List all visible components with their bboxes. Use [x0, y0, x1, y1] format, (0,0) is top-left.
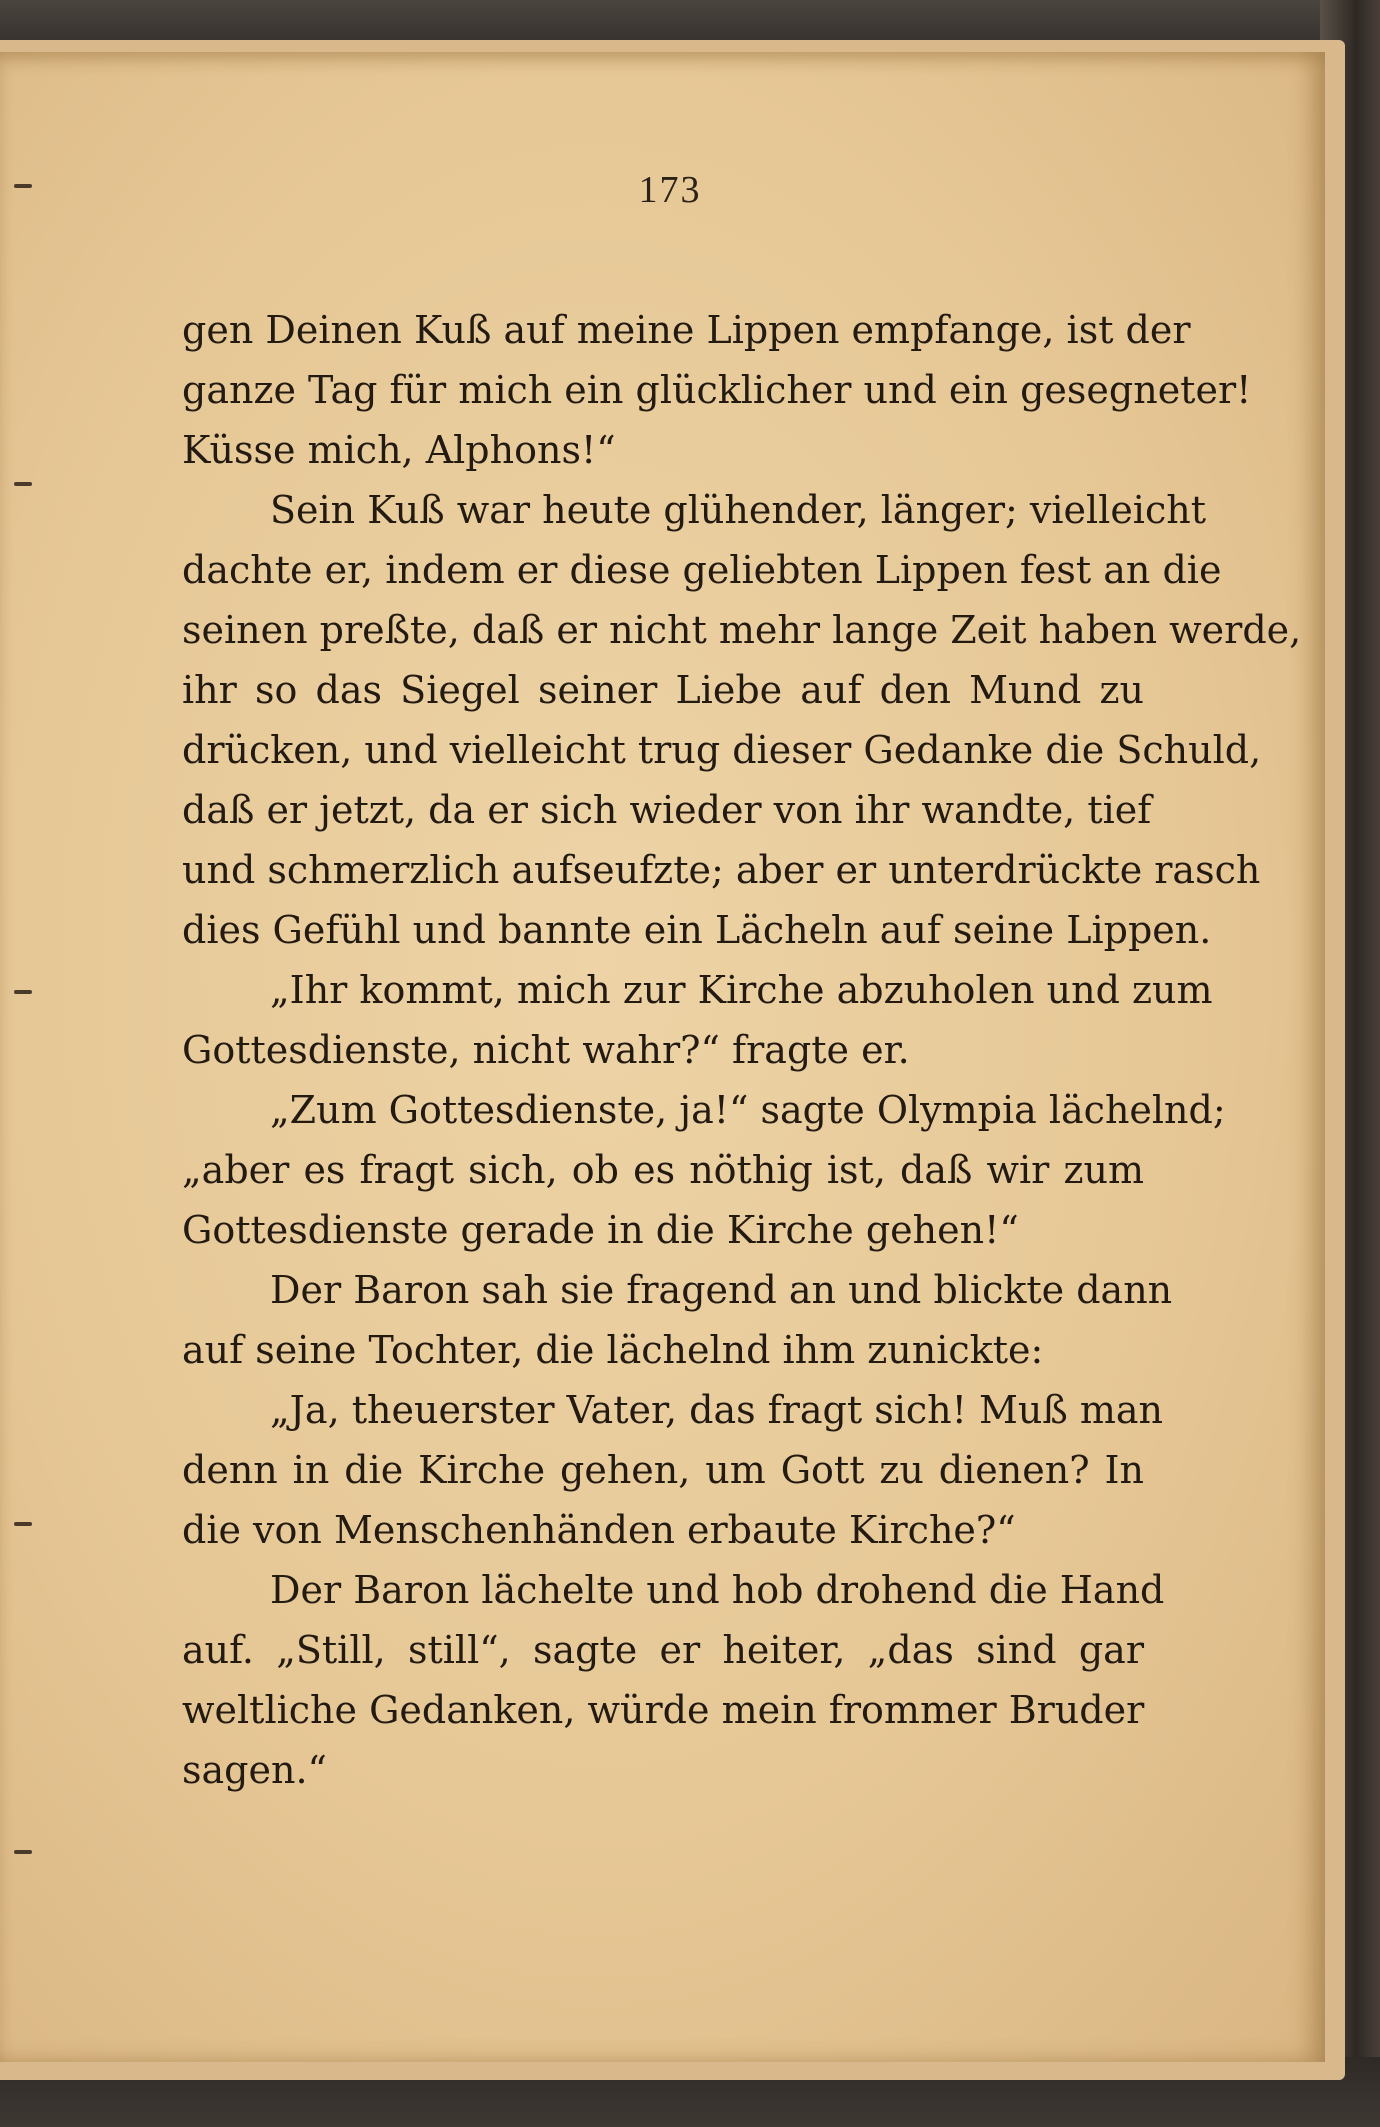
text-line: und schmerzlich aufseufzte; aber er unterdrückte rasch	[182, 848, 1261, 892]
page-number: 173	[638, 169, 702, 211]
text-line: „Ihr kommt, mich zur Kirche abzuholen und zum	[270, 968, 1213, 1012]
text-line: Gottesdienste, nicht wahr?“ fragte er.	[182, 1028, 910, 1072]
text-line: „aber es fragt sich, ob es nöthig ist, daß wir zum	[182, 1148, 1144, 1192]
margin-mark	[14, 482, 32, 486]
margin-mark	[14, 1522, 32, 1526]
text-line: auf seine Tochter, die lächelnd ihm zunickte:	[182, 1328, 1044, 1372]
text-line: „Zum Gottesdienste, ja!“ sagte Olympia lächelnd;	[270, 1088, 1226, 1132]
text-line: weltliche Gedanken, würde mein frommer Bruder	[182, 1688, 1145, 1732]
text-line: dachte er, indem er diese geliebten Lippen fest an die	[182, 548, 1222, 592]
text-line: gen Deinen Kuß auf meine Lippen empfange, ist der	[182, 308, 1191, 352]
body-text	[182, 300, 1302, 1800]
text-line: dies Gefühl und bannte ein Lächeln auf seine Lippen.	[182, 908, 1212, 952]
text-line: sagen.“	[182, 1748, 327, 1792]
text-line: „Ja, theuerster Vater, das fragt sich! Muß man	[270, 1388, 1163, 1432]
text-line: daß er jetzt, da er sich wieder von ihr wandte, tief	[182, 788, 1152, 832]
text-line: drücken, und vielleicht trug dieser Gedanke die Schuld,	[182, 728, 1262, 772]
margin-mark	[14, 1850, 32, 1854]
margin-mark	[14, 990, 32, 994]
text-line: Küsse mich, Alphons!“	[182, 428, 616, 472]
text-line: Der Baron sah sie fragend an und blickte dann	[270, 1268, 1173, 1312]
text-line: Der Baron lächelte und hob drohend die Hand	[270, 1568, 1165, 1612]
text-line: ganze Tag für mich ein glücklicher und ein gesegneter!	[182, 368, 1252, 412]
text-line: auf. „Still, still“, sagte er heiter, „das sind gar	[182, 1628, 1144, 1672]
text-line: Sein Kuß war heute glühender, länger; vielleicht	[270, 488, 1206, 532]
text-line: Gottesdienste gerade in die Kirche gehen!“	[182, 1208, 1019, 1252]
text-line: ihr so das Siegel seiner Liebe auf den Mund zu	[182, 668, 1144, 712]
text-line: denn in die Kirche gehen, um Gott zu dienen? In	[182, 1448, 1144, 1492]
text-line: seinen preßte, daß er nicht mehr lange Zeit haben werde,	[182, 608, 1302, 652]
text-line: die von Menschenhänden erbaute Kirche?“	[182, 1508, 1016, 1552]
